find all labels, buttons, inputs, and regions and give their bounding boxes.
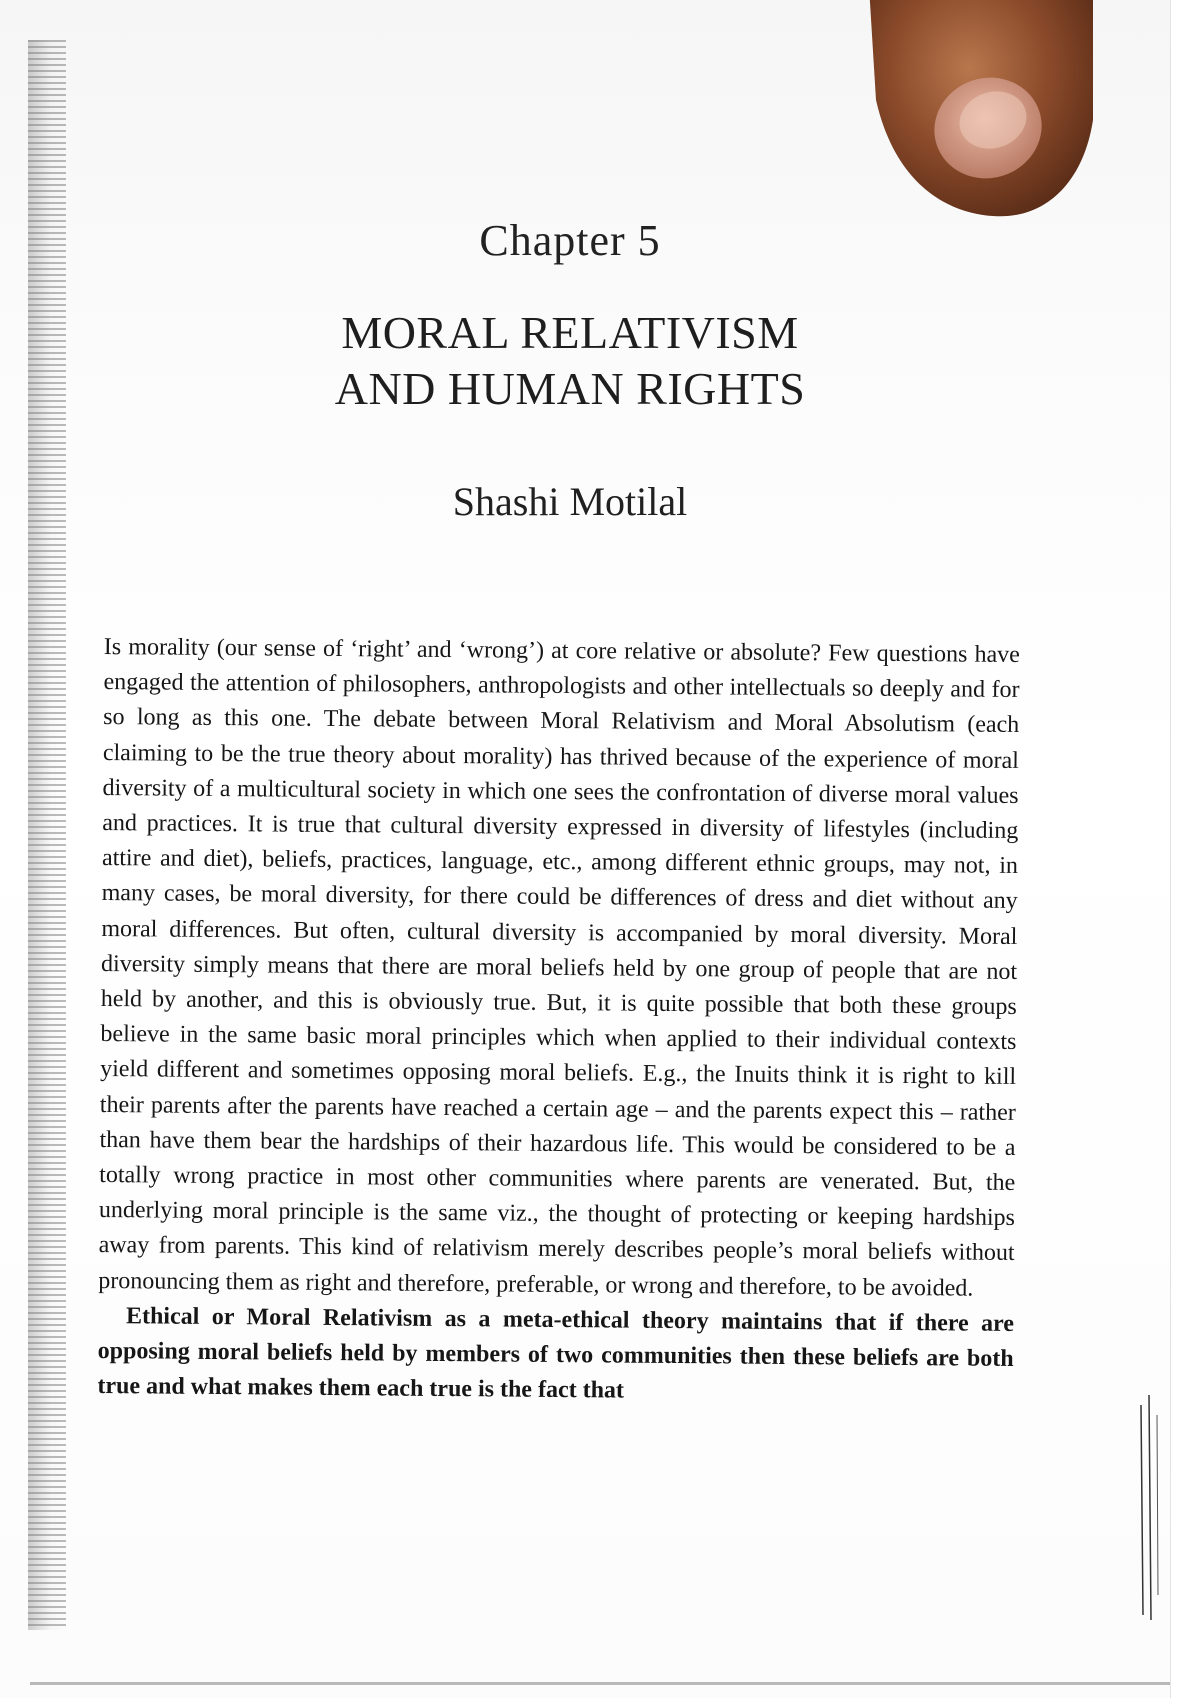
margin-pencil-lines xyxy=(1135,1395,1165,1625)
chapter-title-line-1: MORAL RELATIVISM xyxy=(341,307,799,358)
page-bottom-edge xyxy=(30,1682,1170,1685)
book-spine-shadow xyxy=(28,40,66,1630)
chapter-title xyxy=(0,305,1140,417)
chapter-label: Chapter 5 xyxy=(479,216,661,265)
page-right-edge xyxy=(1170,0,1200,1698)
chapter-title-line-2: AND HUMAN RIGHTS xyxy=(334,363,806,414)
thumb-image xyxy=(868,0,1093,225)
paragraph-1: Is morality (our sense of ‘right’ and ‘wrong’) at core relative or absolute? Few questions have engaged the attention of philosophers, anthropologists and other intellectuals so deeply and for so long as this one. The debate between Moral Relativism and Moral Absolutism (each claiming to be the true theory about morality) has thrived because of the experience of moral diversity of a multicultural society in which one sees the confrontation of diverse moral values and practices. It is true that cultural diversity expressed in diversity of lifestyles (including attire and diet), beliefs, practices, language, etc., among different ethnic groups, may not, in many cases, be moral diversity, for there could be differences of dress and diet without any moral differences. But often, cultural diversity is accompanied by moral diversity. Moral diversity simply means that there are moral beliefs held by one group of people that are not held by another, and this is obviously true. But, it is quite possible that both these groups believe in the same basic moral principles which when applied to their individual contexts yield different and sometimes opposing moral beliefs. E.g., the Inuits think it is right to kill their parents after the parents have reached a certain age – and the parents expect this – rather than have them bear the hardships of their hazardous life. This would be considered to be a totally wrong practice in most other communities where parents are venerated. But, the underlying moral principle is the same viz., the thought of protecting or keeping hardships away from parents. This kind of relativism merely describes people’s moral beliefs without pronouncing them as right and therefore, preferable, or wrong and therefore, to be avoided. xyxy=(98,633,1020,1302)
paragraph-2: Ethical or Moral Relativism as a meta-ethical theory maintains that if there are opposing moral beliefs held by members of two communities then these beliefs are both true and what makes them each true is the fact that xyxy=(97,1303,1015,1404)
body-text xyxy=(97,630,1020,1412)
author-name: Shashi Motilal xyxy=(452,479,688,524)
